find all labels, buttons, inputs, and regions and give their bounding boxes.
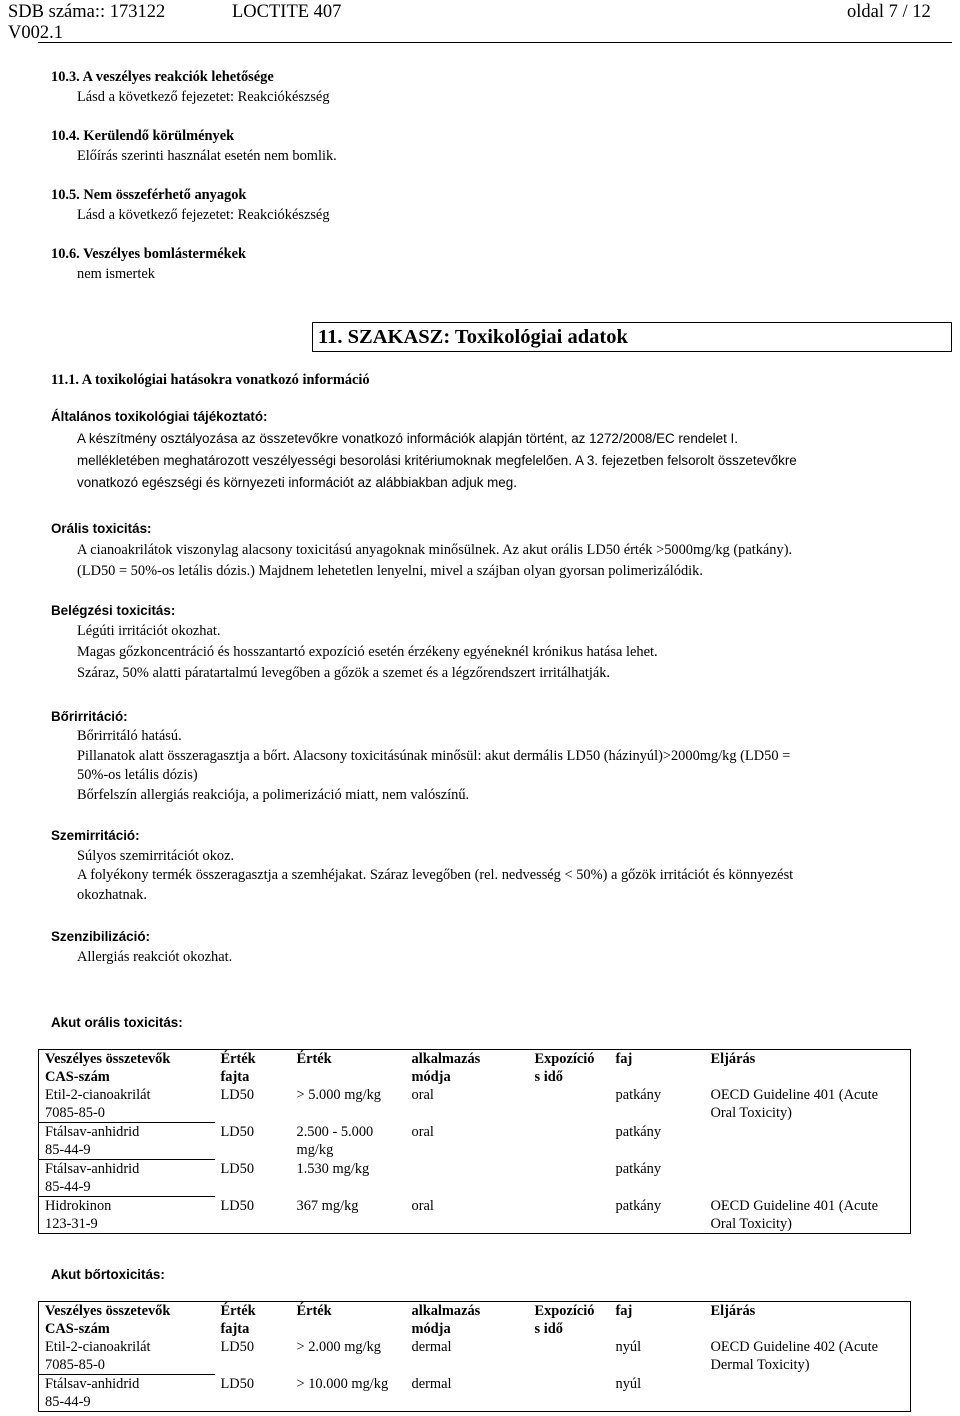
column-header: Expozíció s idő: [529, 1050, 610, 1087]
table-cell: LD50: [220, 1123, 255, 1140]
column-header: faj: [610, 1302, 705, 1339]
table-cell: LD50: [215, 1197, 291, 1234]
eye-label: Szemirritáció:: [51, 828, 140, 843]
table-cell: dermal: [411, 1339, 452, 1355]
column-header: Eljárás: [705, 1302, 911, 1339]
skin-label: Bőrirritáció:: [51, 709, 128, 724]
eye-line: okozhatnak.: [77, 887, 147, 903]
table-row: [39, 1197, 911, 1234]
general-line: vonatkozó egészségi és környezeti információt az alábbiakban adjuk meg.: [77, 475, 517, 490]
text-10-6: nem ismertek: [77, 266, 155, 282]
general-label: Általános toxikológiai tájékoztató:: [51, 409, 268, 424]
table-row: [39, 1086, 911, 1123]
table-cell: Hidrokinon 123-31-9: [39, 1197, 215, 1234]
table-cell: LD50: [220, 1160, 255, 1177]
table-cell: Ftálsav-anhidrid 85-44-9: [39, 1123, 215, 1160]
column-header: Veszélyes összetevők CAS-szám: [39, 1302, 215, 1339]
version: V002.1: [8, 23, 63, 43]
oral-line: A cianoakrilátok viszonylag alacsony toxicitású anyagoknak minősülnek. Az akut orális LD50 érték >5000mg/kg (patkány).: [77, 542, 793, 558]
sds-number: SDB száma:: 173122: [8, 2, 166, 22]
inhalation-line: Száraz, 50% alatti páratartalmú levegőben a gőzök a szemet és a légzőrendszert irritálhatják.: [77, 665, 611, 681]
general-line: mellékletében meghatározott veszélyességi besorolási kritériumoknak megfelelően. A 3. fejezetben felsorolt összetevőkre: [77, 453, 797, 468]
sensitization-label: Szenzibilizáció:: [51, 929, 150, 944]
table-row: [39, 1160, 911, 1197]
table-cell: [529, 1338, 610, 1375]
table-cell: 367 mg/kg: [291, 1197, 406, 1234]
table-cell: [705, 1160, 911, 1197]
table-cell: [529, 1123, 610, 1160]
table-cell: [529, 1375, 610, 1412]
heading-10-5: 10.5. Nem összeférhető anyagok: [51, 187, 247, 203]
table-cell: Ftálsav-anhidrid 85-44-9: [39, 1375, 215, 1412]
table-cell: nyúl: [610, 1375, 705, 1412]
table-cell: [705, 1375, 911, 1412]
column-header: Expozíció s idő: [529, 1302, 610, 1339]
eye-line: Súlyos szemirritációt okoz.: [77, 848, 235, 864]
table-cell: patkány: [615, 1160, 662, 1177]
table-cell: [406, 1160, 529, 1197]
page-number: oldal 7 / 12: [847, 2, 931, 22]
acute-dermal-title: Akut bőrtoxicitás:: [51, 1267, 165, 1282]
column-header: Veszélyes összetevők CAS-szám: [39, 1050, 215, 1087]
table-cell: LD50: [220, 1339, 255, 1355]
table-cell: dermal: [406, 1375, 529, 1412]
heading-10-3: 10.3. A veszélyes reakciók lehetősége: [51, 69, 274, 85]
table-cell: patkány: [615, 1123, 662, 1140]
acute-oral-title: Akut orális toxicitás:: [51, 1015, 183, 1030]
table-cell: [529, 1086, 610, 1123]
table-cell: OECD Guideline 401 (Acute Oral Toxicity): [705, 1086, 911, 1123]
text-10-5: Lásd a következő fejezetet: Reakciókészség: [77, 207, 330, 223]
inhalation-line: Magas gőzkoncentráció és hosszantartó expozíció esetén érzékeny egyéneknél krónikus hatása lehet.: [77, 644, 658, 660]
table-cell: > 10.000 mg/kg: [291, 1375, 406, 1412]
table-cell: > 5.000 mg/kg: [296, 1087, 381, 1103]
table-cell: OECD Guideline 401 (Acute Oral Toxicity): [705, 1197, 911, 1234]
text-10-4: Előírás szerinti használat esetén nem bomlik.: [77, 148, 337, 164]
eye-line: A folyékony termék összeragasztja a szemhéjakat. Száraz levegőben (rel. nedvesség < 50%) a gőzök irritációt és könnyezést: [77, 867, 794, 883]
column-header: Érték fajta: [215, 1050, 291, 1087]
acute-oral-table: [38, 1049, 911, 1234]
skin-line: Pillanatok alatt összeragasztja a bőrt. Alacsony toxicitásúnak minősül: akut dermális LD50 (házinyúl)>2000mg/kg (LD50 =: [77, 748, 791, 764]
oral-label: Orális toxicitás:: [51, 521, 152, 536]
table-cell: oral: [411, 1087, 434, 1103]
column-header: Érték: [291, 1050, 406, 1087]
text-10-3: Lásd a következő fejezetet: Reakciókészség: [77, 89, 330, 105]
table-cell: > 2.000 mg/kg: [296, 1339, 381, 1355]
table-row: [39, 1123, 911, 1160]
table-cell: Ftálsav-anhidrid 85-44-9: [39, 1160, 215, 1197]
table-row: [39, 1338, 911, 1375]
general-line: A készítmény osztályozása az összetevőkre vonatkozó információk alapján történt, az 1272/2008/EC rendelet I.: [77, 431, 738, 446]
header-rule: [38, 42, 952, 43]
table-cell: patkány: [610, 1197, 705, 1234]
column-header: faj: [610, 1050, 705, 1087]
table-cell: [529, 1160, 610, 1197]
heading-10-4: 10.4. Kerülendő körülmények: [51, 128, 235, 144]
table-header-row: [39, 1050, 911, 1087]
subsection-11-1: 11.1. A toxikológiai hatásokra vonatkozó információ: [51, 372, 370, 388]
oral-line: (LD50 = 50%-os letális dózis.) Majdnem lehetetlen lenyelni, mivel a szájban olyan gyorsan polimerizálódik.: [77, 563, 703, 579]
table-cell: nyúl: [615, 1339, 642, 1355]
inhalation-line: Légúti irritációt okozhat.: [77, 623, 221, 639]
column-header: Érték fajta: [215, 1302, 291, 1339]
section-title: 11. SZAKASZ: Toxikológiai adatok: [318, 326, 628, 348]
sensitization-line: Allergiás reakciót okozhat.: [77, 949, 233, 965]
table-cell: LD50: [215, 1375, 291, 1412]
table-cell: patkány: [615, 1087, 662, 1103]
table-cell: 1.530 mg/kg: [296, 1160, 370, 1177]
table-cell: oral: [406, 1197, 529, 1234]
skin-line: 50%-os letális dózis): [77, 767, 198, 783]
product-name: LOCTITE 407: [232, 2, 342, 22]
table-cell: LD50: [220, 1087, 255, 1103]
table-cell: Etil-2-cianoakrilát 7085-85-0: [39, 1338, 215, 1375]
acute-dermal-table: [38, 1301, 911, 1412]
table-cell: [529, 1197, 610, 1234]
heading-10-6: 10.6. Veszélyes bomlástermékek: [51, 246, 247, 262]
table-header-row: [39, 1302, 911, 1339]
skin-line: Bőrirritáló hatású.: [77, 728, 182, 744]
table-cell: OECD Guideline 402 (Acute Dermal Toxicity): [705, 1338, 911, 1375]
skin-line: Bőrfelszín allergiás reakciója, a polimerizáció miatt, nem valószínű.: [77, 787, 470, 803]
table-cell: oral: [411, 1123, 434, 1140]
inhalation-label: Belégzési toxicitás:: [51, 603, 176, 618]
table-cell: 2.500 - 5.000 mg/kg: [296, 1123, 374, 1158]
table-cell: Etil-2-cianoakrilát 7085-85-0: [39, 1086, 215, 1123]
table-cell: [705, 1123, 911, 1160]
column-header: alkalmazás módja: [406, 1050, 529, 1087]
column-header: alkalmazás módja: [406, 1302, 529, 1339]
column-header: Érték: [291, 1302, 406, 1339]
column-header: Eljárás: [705, 1050, 911, 1087]
table-row: [39, 1375, 911, 1412]
